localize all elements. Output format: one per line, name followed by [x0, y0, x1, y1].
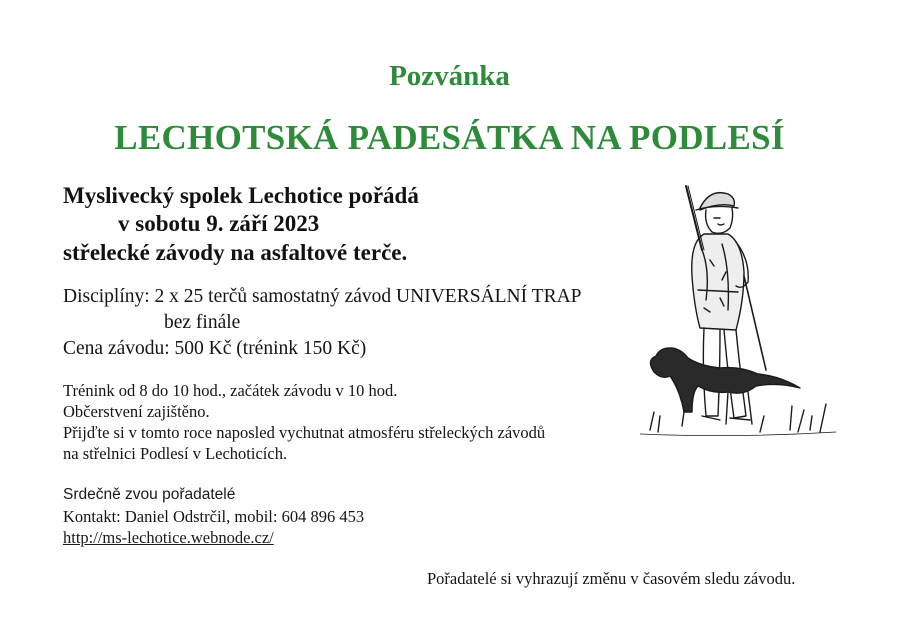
price-line: Cena závodu: 500 Kč (trénink 150 Kč)	[63, 338, 367, 359]
contact-line: Kontakt: Daniel Odstrčil, mobil: 604 896 453	[63, 507, 365, 526]
venue-line: na střelnici Podlesí v Lechoticích.	[63, 444, 288, 463]
invitation-kicker: Pozvánka	[389, 60, 510, 92]
footer-note: Pořadatelé si vyhrazují změnu v časovém sledu závodu.	[427, 569, 796, 588]
intro-date: v sobotu 9. září 2023	[118, 211, 320, 236]
greeting-line: Srdečně zvou pořadatelé	[63, 486, 236, 503]
event-title: LECHOTSKÁ PADESÁTKA NA PODLESÍ	[114, 118, 785, 157]
refreshments-line: Občerstvení zajištěno.	[63, 402, 210, 421]
schedule-line: Trénink od 8 do 10 hod., začátek závodu v 10 hod.	[63, 381, 398, 400]
intro-event: střelecké závody na asfaltové terče.	[63, 240, 408, 265]
website-link[interactable]: http://ms-lechotice.webnode.cz/	[63, 528, 274, 547]
invitation-line: Přijďte si v tomto roce naposled vychutnat atmosféru střeleckých závodů	[63, 423, 546, 442]
hunter-with-dog-illustration	[640, 180, 840, 460]
intro-organizer: Myslivecký spolek Lechotice pořádá	[63, 183, 419, 208]
disciplines-continuation: bez finále	[164, 312, 241, 333]
disciplines-line: Disciplíny: 2 x 25 terčů samostatný závod UNIVERSÁLNÍ TRAP	[63, 286, 582, 307]
